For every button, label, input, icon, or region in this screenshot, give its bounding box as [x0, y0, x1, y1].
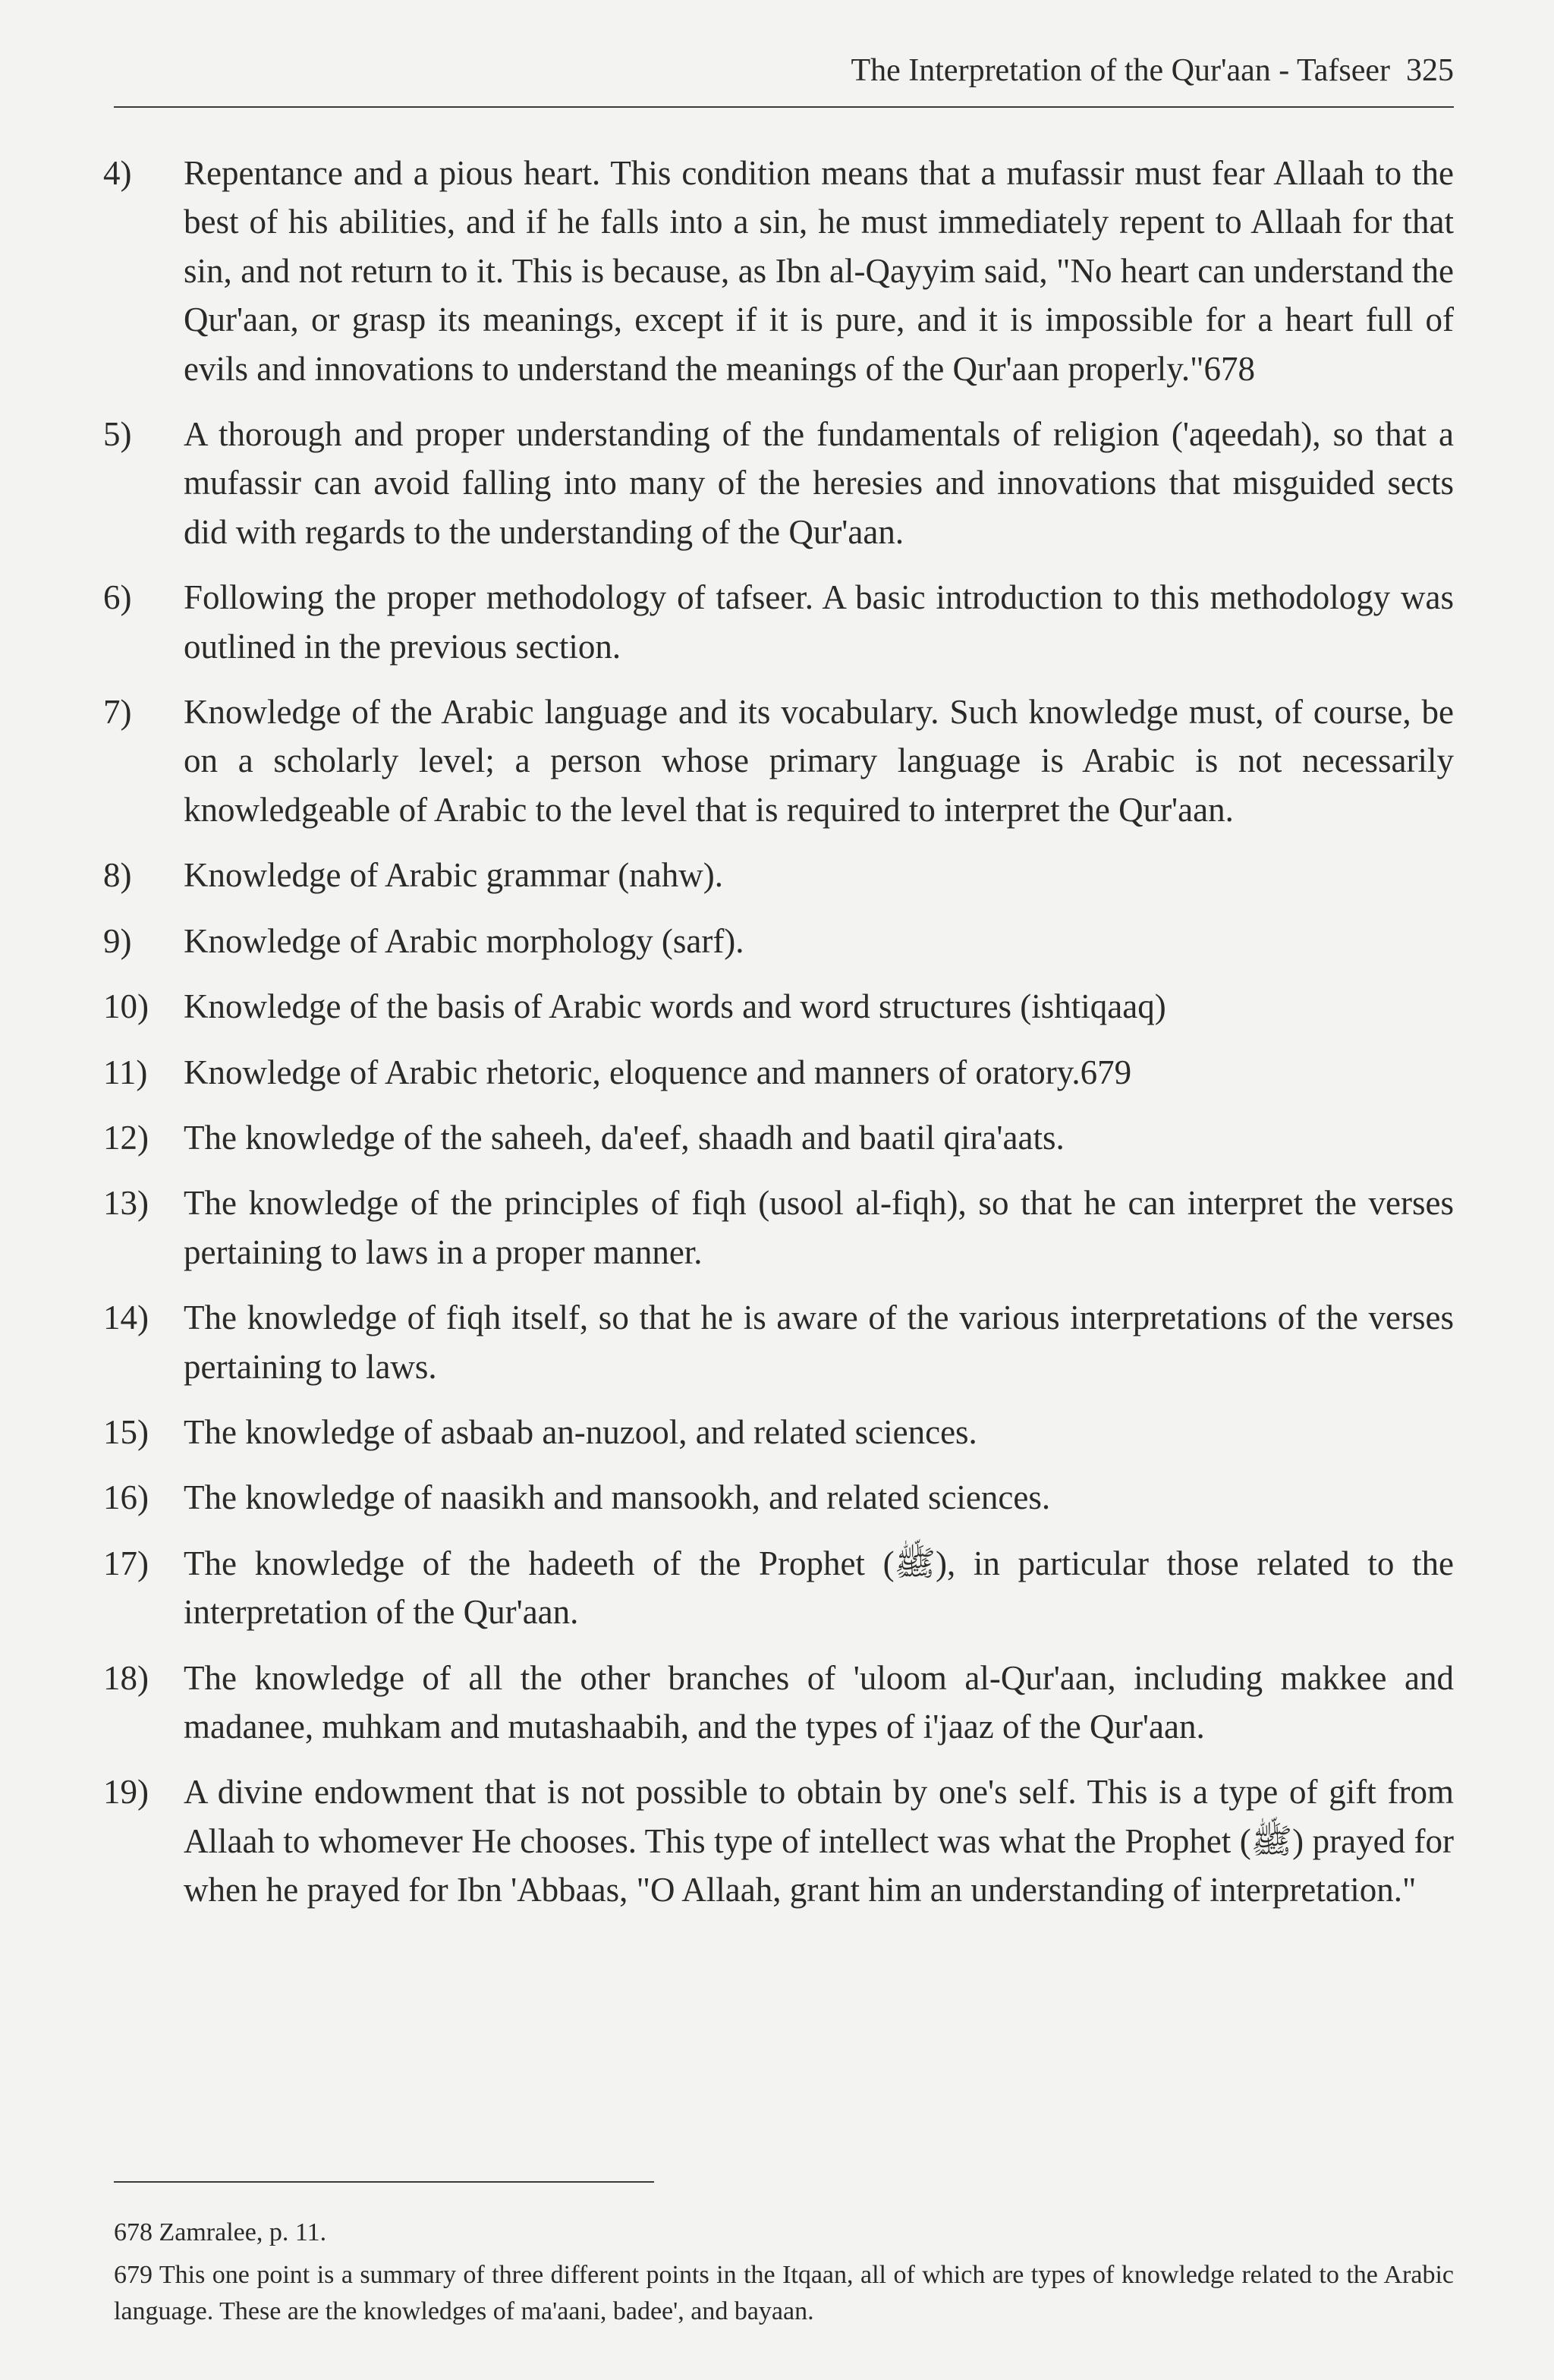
item-text: Knowledge of Arabic grammar (nahw).	[184, 856, 723, 895]
list-item	[103, 688, 1454, 834]
header-rule	[114, 106, 1454, 108]
footnote: 678 Zamralee, p. 11.	[114, 2218, 327, 2246]
item-number: 11)	[103, 1053, 148, 1091]
item-number: 7)	[103, 693, 132, 732]
header-title: The Interpretation of the Qur'aan - Tafseer	[851, 53, 1390, 88]
list-item	[103, 917, 1454, 965]
item-number: 13)	[103, 1184, 149, 1223]
item-number: 8)	[103, 856, 132, 895]
list-item	[103, 1048, 1454, 1097]
item-number: 9)	[103, 921, 132, 960]
requirements-list	[103, 149, 1454, 1931]
item-text: The knowledge of the saheeh, da'eef, shaadh and baatil qira'aats.	[184, 1118, 1065, 1157]
item-number: 10)	[103, 987, 149, 1026]
item-text: Knowledge of Arabic rhetoric, eloquence and manners of oratory.679	[184, 1053, 1132, 1091]
item-text: The knowledge of the hadeeth of the Prophet (ﷺ), in particular those related to the interpretation of the Qur'aan.	[184, 1544, 1454, 1632]
item-number: 19)	[103, 1773, 149, 1812]
list-item	[103, 1113, 1454, 1162]
running-header	[114, 50, 1454, 91]
list-item	[103, 851, 1454, 899]
item-number: 16)	[103, 1478, 149, 1517]
footnote-rule	[114, 2181, 654, 2183]
list-item	[103, 573, 1454, 671]
item-number: 5)	[103, 415, 132, 454]
footnotes	[114, 2215, 1454, 2336]
list-item	[103, 1654, 1454, 1752]
item-number: 6)	[103, 578, 132, 617]
list-item	[103, 982, 1454, 1031]
item-text: The knowledge of the principles of fiqh (usool al-fiqh), so that he can interpret the verses pertaining to laws in a proper manner.	[184, 1184, 1454, 1271]
item-number: 17)	[103, 1544, 149, 1582]
item-text: Knowledge of the basis of Arabic words and word structures (ishtiqaaq)	[184, 987, 1166, 1026]
item-text: The knowledge of asbaab an-nuzool, and related sciences.	[184, 1412, 977, 1451]
item-text: The knowledge of naasikh and mansookh, and related sciences.	[184, 1478, 1051, 1517]
item-number: 18)	[103, 1658, 149, 1697]
item-text: Repentance and a pious heart. This condition means that a mufassir must fear Allaah to the best of his abilities, and if he falls into a sin, he must immediately repent to Allaah for that sin, and not return to it. This is because, as Ibn al-Qayyim said, "No heart can understand the Qur'aan, or grasp its meanings, except if it is pure, and it is impossible for a heart full of evils and innovations to understand the meanings of the Qur'aan properly."678	[184, 154, 1454, 388]
item-text: Knowledge of the Arabic language and its vocabulary. Such knowledge must, of course, be on a scholarly level; a person whose primary language is Arabic is not necessarily knowledgeable of Arabic to the level that is required to interpret the Qur'aan.	[184, 693, 1454, 829]
list-item	[103, 1408, 1454, 1456]
list-item	[103, 1293, 1454, 1391]
item-number: 15)	[103, 1412, 149, 1451]
list-item	[103, 1473, 1454, 1522]
item-text: Following the proper methodology of tafseer. A basic introduction to this methodology was outlined in the previous section.	[184, 578, 1454, 666]
footnote: 679 This one point is a summary of three different points in the Itqaan, all of which are types of knowledge related to the Arabic language. These are the knowledges of ma'aani, badee', and bayaan.	[114, 2261, 1454, 2325]
list-item	[103, 1539, 1454, 1637]
item-text: A divine endowment that is not possible to obtain by one's self. This is a type of gift from Allaah to whomever He chooses. This type of intellect was what the Prophet (ﷺ) prayed for when he prayed for Ibn 'Abbaas, "O Allaah, grant him an understanding of interpretation."	[184, 1773, 1455, 1909]
list-item	[103, 149, 1454, 393]
list-item	[103, 410, 1454, 556]
item-text: The knowledge of all the other branches of 'uloom al-Qur'aan, including makkee and madanee, muhkam and mutashaabih, and the types of i'jaaz of the Qur'aan.	[184, 1658, 1454, 1746]
item-number: 4)	[103, 154, 132, 192]
item-text: Knowledge of Arabic morphology (sarf).	[184, 921, 744, 960]
list-item	[103, 1768, 1454, 1914]
item-number: 12)	[103, 1118, 149, 1157]
item-text: The knowledge of fiqh itself, so that he is aware of the various interpretations of the verses pertaining to laws.	[184, 1299, 1454, 1386]
item-number: 14)	[103, 1299, 149, 1337]
item-text: A thorough and proper understanding of the fundamentals of religion ('aqeedah), so that a mufassir can avoid falling into many of the heresies and innovations that misguided sects did with regards to the understanding of the Qur'aan.	[184, 415, 1454, 551]
page-number: 325	[1406, 53, 1454, 88]
list-item	[103, 1179, 1454, 1277]
